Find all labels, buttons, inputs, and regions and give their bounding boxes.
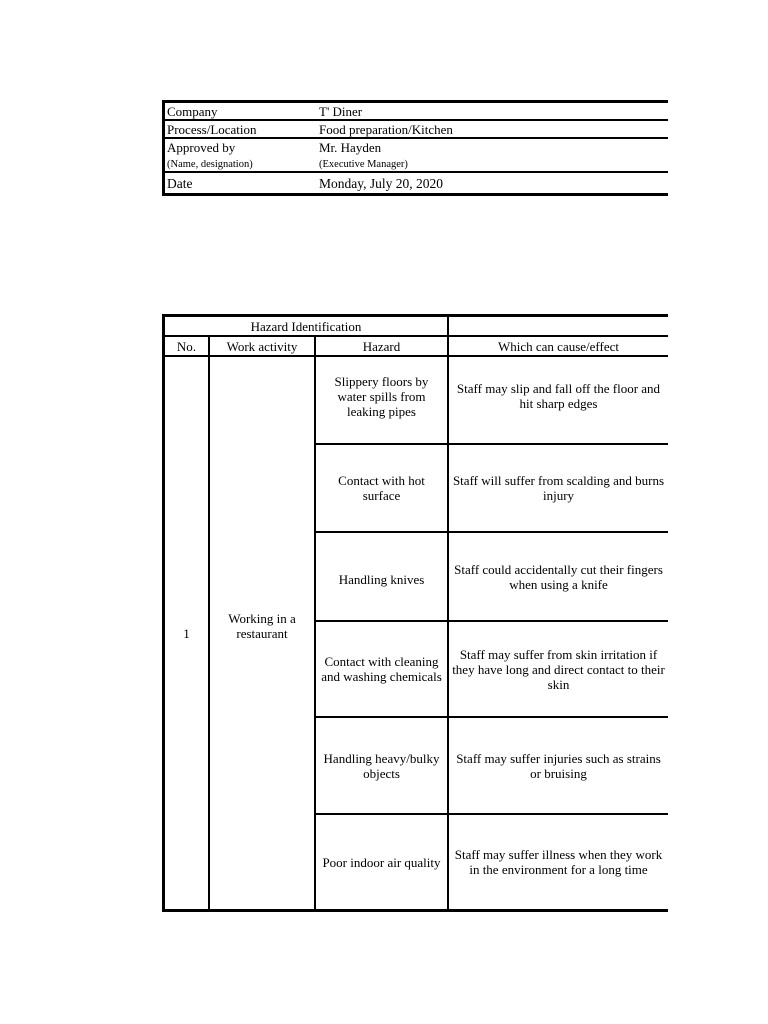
hazard-item bbox=[316, 718, 668, 815]
effect-text: Staff may suffer illness when they work in the environment for a long time bbox=[454, 847, 663, 877]
approved-subvalue: (Executive Manager) bbox=[319, 159, 408, 170]
hazard-text: Handling heavy/bulky objects bbox=[323, 750, 440, 781]
work-activity-cell bbox=[210, 357, 316, 909]
process-value: Food preparation/Kitchen bbox=[319, 122, 453, 137]
row-number-cell bbox=[165, 357, 210, 909]
hazard-table-title: Hazard Identification bbox=[165, 317, 449, 335]
effect-text: Staff could accidentally cut their fingers when using a knife bbox=[454, 561, 663, 592]
hazard-item bbox=[316, 622, 668, 718]
info-row-date bbox=[165, 173, 668, 193]
effect-cell bbox=[449, 533, 668, 620]
effect-text: Staff will suffer from scalding and burns injury bbox=[452, 473, 665, 503]
effect-text: Staff may slip and fall off the floor and hit sharp edges bbox=[456, 381, 661, 411]
hazard-items bbox=[316, 357, 668, 909]
hazard-body bbox=[165, 357, 668, 909]
company-label: Company bbox=[167, 104, 218, 119]
approved-sublabel: (Name, designation) bbox=[167, 159, 253, 170]
hazard-cell bbox=[316, 445, 449, 531]
effect-cell bbox=[449, 815, 668, 909]
hazard-text: Contact with cleaning and washing chemicals bbox=[321, 654, 442, 684]
hazard-text: Poor indoor air quality bbox=[322, 854, 441, 870]
hazard-item bbox=[316, 815, 668, 909]
info-table bbox=[162, 100, 668, 196]
hazard-cell bbox=[316, 622, 449, 716]
hazard-cell bbox=[316, 718, 449, 813]
process-label: Process/Location bbox=[167, 122, 257, 137]
header-hazard: Hazard bbox=[316, 337, 449, 355]
hazard-header-row bbox=[165, 337, 668, 357]
effect-cell bbox=[449, 718, 668, 813]
effect-cell bbox=[449, 622, 668, 716]
hazard-item bbox=[316, 357, 668, 445]
approved-value-cell bbox=[319, 139, 668, 171]
hazard-cell bbox=[316, 357, 449, 443]
info-row-company bbox=[165, 103, 668, 121]
approved-label-cell bbox=[165, 139, 319, 171]
effect-cell bbox=[449, 445, 668, 531]
hazard-text: Handling knives bbox=[338, 572, 425, 587]
company-value: T' Diner bbox=[319, 104, 363, 119]
info-row-process bbox=[165, 121, 668, 139]
work-activity-text: Working in a restaurant bbox=[228, 611, 296, 641]
date-value: Monday, July 20, 2020 bbox=[319, 175, 443, 191]
header-effect: Which can cause/effect bbox=[497, 339, 620, 354]
hazard-text: Slippery floors by water spills from leaking pipes bbox=[334, 373, 429, 419]
hazard-cell bbox=[316, 815, 449, 909]
hazard-item bbox=[316, 445, 668, 533]
hazard-table bbox=[162, 314, 668, 912]
row-number: 1 bbox=[183, 625, 190, 641]
hazard-cell bbox=[316, 533, 449, 620]
date-label: Date bbox=[167, 175, 193, 191]
approved-value: Mr. Hayden bbox=[319, 140, 382, 155]
header-work-activity: Work activity bbox=[210, 337, 316, 355]
info-row-approved bbox=[165, 139, 668, 173]
approved-label: Approved by bbox=[167, 140, 236, 155]
header-no: No. bbox=[165, 337, 210, 355]
effect-text: Staff may suffer injuries such as strains or bruising bbox=[456, 750, 661, 781]
hazard-item bbox=[316, 533, 668, 622]
hazard-title-empty-cell bbox=[449, 317, 668, 335]
hazard-title-row bbox=[165, 317, 668, 337]
hazard-text: Contact with hot surface bbox=[338, 473, 425, 503]
effect-text: Staff may suffer from skin irritation if they have long and direct contact to their skin bbox=[452, 646, 665, 692]
effect-cell bbox=[449, 357, 668, 443]
